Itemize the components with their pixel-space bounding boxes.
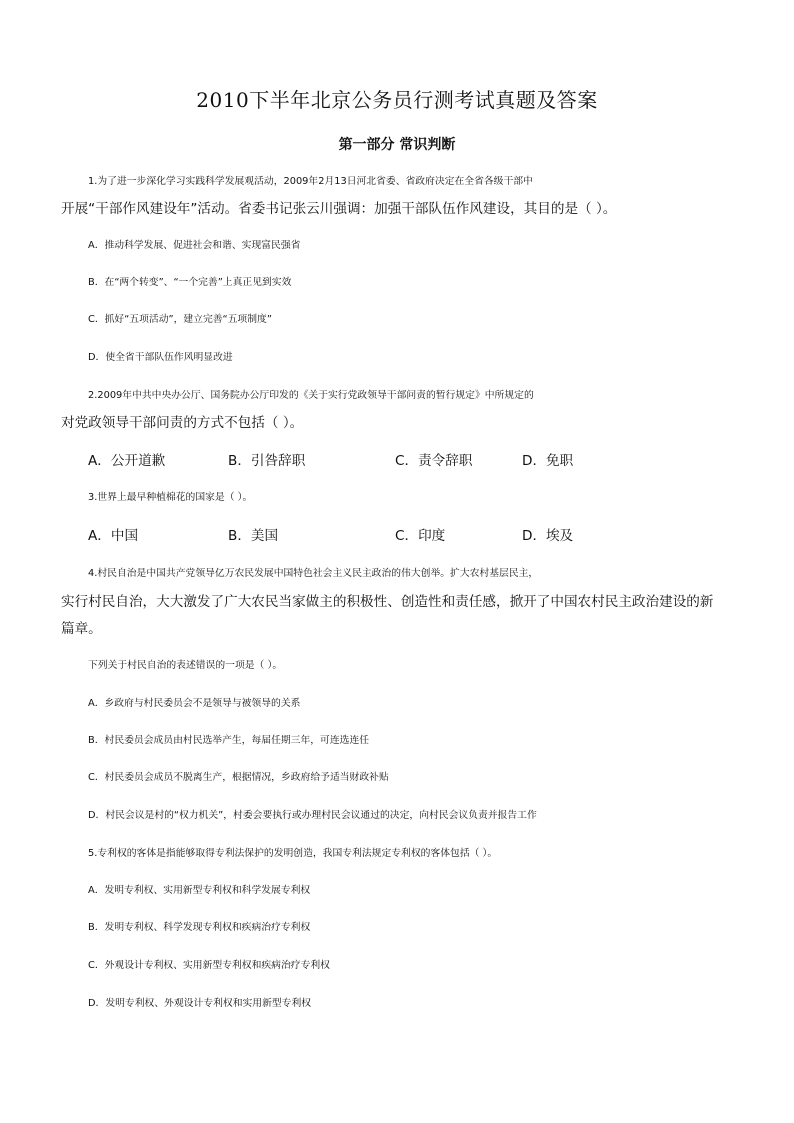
q4-stem-line-3: 篇章。 bbox=[61, 621, 102, 637]
q3-stem: 3.世界上最早种植棉花的国家是（ ）。 bbox=[88, 492, 253, 503]
q2-stem-line-1: 2.2009年中共中央办公厅、国务院办公厅印发的《关于实行党政领导干部问责的暂行规定》中所规定的 bbox=[88, 390, 534, 401]
q4-option-a: A．乡政府与村民委员会不是领导与被领导的关系 bbox=[88, 698, 301, 709]
q5-option-b: B．发明专利权、科学发现专利权和疾病治疗专利权 bbox=[88, 922, 311, 933]
q1-stem-line-2: 开展“干部作风建设年”活动。省委书记张云川强调：加强干部队伍作风建设，其目的是（ ）。 bbox=[61, 201, 617, 217]
document-title: 2010下半年北京公务员行测考试真题及答案 bbox=[196, 88, 598, 112]
q1-option-c: C．抓好“五项活动”，建立完善“五项制度” bbox=[88, 314, 272, 325]
q4-option-c: C．村民委员会成员不脱离生产，根据情况，乡政府给予适当财政补贴 bbox=[88, 772, 389, 783]
q4-option-d: D．村民会议是村的“权力机关”，村委会要执行或办理村民会议通过的决定，向村民会议负责并报告工作 bbox=[88, 810, 537, 821]
q3-option-b: B．美国 bbox=[228, 528, 279, 544]
q1-option-d: D．使全省干部队伍作风明显改进 bbox=[88, 352, 233, 363]
q4-stem-line-1: 4.村民自治是中国共产党领导亿万农民发展中国特色社会主义民主政治的伟大创举。扩大农村基层民主， bbox=[88, 568, 539, 579]
q3-option-c: C．印度 bbox=[395, 528, 446, 544]
q2-option-d: D．免职 bbox=[522, 453, 574, 469]
q5-option-d: D．发明专利权、外观设计专利权和实用新型专利权 bbox=[88, 998, 312, 1009]
q2-option-b: B．引咎辞职 bbox=[228, 453, 306, 469]
q3-option-a: A．中国 bbox=[88, 528, 139, 544]
q1-option-a: A．推动科学发展、促进社会和谐、实现富民强省 bbox=[88, 240, 301, 251]
q4-question-line: 下列关于村民自治的表述错误的一项是（ ）。 bbox=[88, 660, 283, 671]
q2-stem-line-2: 对党政领导干部问责的方式不包括（ ）。 bbox=[61, 415, 304, 431]
q5-stem: 5.专利权的客体是指能够取得专利法保护的发明创造，我国专利法规定专利权的客体包括（ ）。 bbox=[88, 848, 498, 859]
q4-option-b: B．村民委员会成员由村民选举产生，每届任期三年，可连选连任 bbox=[88, 735, 370, 746]
q3-option-d: D．埃及 bbox=[522, 528, 574, 544]
q2-option-a: A．公开道歉 bbox=[88, 453, 166, 469]
q5-option-a: A．发明专利权、实用新型专利权和科学发展专利权 bbox=[88, 885, 311, 896]
section-heading: 第一部分 常识判断 bbox=[338, 137, 456, 153]
q1-stem-line-1: 1.为了进一步深化学习实践科学发展观活动，2009年2月13日河北省委、省政府决定在全省各级干部中 bbox=[88, 176, 533, 187]
q5-option-c: C．外观设计专利权、实用新型专利权和疾病治疗专利权 bbox=[88, 960, 330, 971]
q4-stem-line-2: 实行村民自治，大大激发了广大农民当家做主的积极性、创造性和责任感，掀开了中国农村民主政治建设的新 bbox=[61, 594, 714, 610]
q2-option-c: C．责令辞职 bbox=[395, 453, 473, 469]
q1-option-b: B．在“两个转变”、“一个完善”上真正见到实效 bbox=[88, 277, 292, 288]
